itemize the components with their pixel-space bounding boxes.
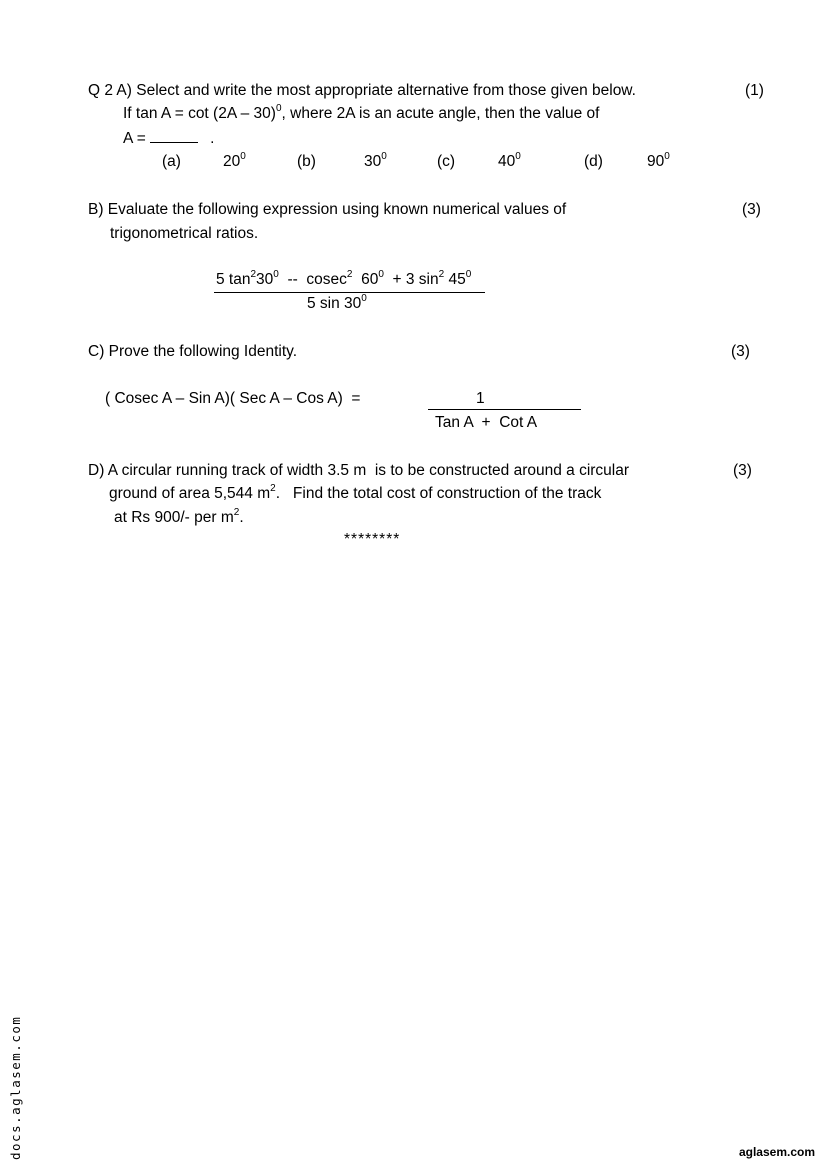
q2a-option-d-value: [647, 152, 670, 172]
q2a-option-a-value: [223, 152, 246, 172]
q2b-denominator: [307, 294, 367, 314]
q2b-numerator: [216, 270, 471, 290]
q2b-instruction-cont: trigonometrical ratios.: [110, 225, 259, 242]
q2b-num-sup6: 0: [465, 268, 472, 280]
q2a-question-pre: If tan A = cot (2A – 30): [123, 105, 276, 122]
q2a-option-d-sup: 0: [664, 150, 670, 162]
q2b-num-sup1: 2: [250, 268, 257, 280]
q2d-line3-pre: at Rs 900/- per m: [114, 509, 234, 526]
q2c-lhs: ( Cosec A – Sin A)( Sec A – Cos A) =: [105, 390, 361, 407]
q2a-option-a-number: 20: [223, 153, 241, 170]
q2d-question-end: [114, 508, 244, 528]
q2a-option-b-sup: 0: [381, 150, 387, 162]
q2a-option-b-number: 30: [364, 153, 382, 170]
q2a-option-b-label: (b): [297, 153, 316, 170]
q2a-option-c-value: [498, 152, 521, 172]
q2d-question: D) A circular running track of width 3.5 m is to be constructed around a circular: [88, 462, 630, 479]
q2a-option-d-number: 90: [647, 153, 665, 170]
q2a-instruction: Q 2 A) Select and write the most appropriate alternative from those given below.: [88, 82, 636, 99]
q2d-line2-pre: ground of area 5,544 m: [109, 485, 271, 502]
q2a-question: [123, 104, 600, 124]
q2a-option-c-sup: 0: [515, 150, 521, 162]
q2b-num-sup5: 2: [438, 268, 445, 280]
q2a-option-a-label: (a): [162, 153, 181, 170]
q2b-num-sup3: 2: [346, 268, 353, 280]
q2d-line3-post: .: [239, 509, 244, 526]
q2b-den-sup1: 0: [361, 292, 367, 304]
q2d-question-cont: [109, 484, 601, 504]
q2c-fraction-bar: [428, 409, 581, 410]
q2a-marks: (1): [745, 82, 764, 99]
q2a-answer-label: A =: [123, 130, 151, 147]
q2a-option-c-number: 40: [498, 153, 516, 170]
end-marker: ********: [344, 531, 401, 548]
q2c-numerator: 1: [476, 390, 485, 407]
q2a-option-d-label: (d): [584, 153, 603, 170]
q2b-num-part2: 30: [256, 271, 274, 288]
q2b-num-part5: + 3 sin: [383, 271, 439, 288]
q2b-fraction-bar: [214, 292, 485, 293]
q2b-num-part4: 60: [352, 271, 379, 288]
q2c-denominator: Tan A + Cot A: [435, 414, 538, 431]
q2c-instruction: C) Prove the following Identity.: [88, 343, 298, 360]
q2a-answer-period: .: [210, 130, 215, 147]
q2d-line2-sup: 2: [270, 482, 276, 494]
q2a-answer-line: [123, 128, 214, 149]
q2b-num-part6: 45: [444, 271, 466, 288]
q2a-question-sup: 0: [275, 102, 282, 114]
q2c-marks: (3): [731, 343, 750, 360]
q2b-num-part1: 5 tan: [216, 271, 251, 288]
q2b-num-part3: -- cosec: [278, 271, 347, 288]
q2d-line2-post: . Find the total cost of construction of the track: [275, 485, 602, 502]
footer-watermark: aglasem.com: [738, 1145, 815, 1159]
q2b-marks: (3): [742, 201, 761, 218]
q2a-option-b-value: [364, 152, 387, 172]
q2b-den-part1: 5 sin 30: [307, 295, 362, 312]
q2a-option-c-label: (c): [437, 153, 456, 170]
q2d-marks: (3): [733, 462, 752, 479]
q2b-num-sup4: 0: [378, 268, 384, 280]
q2a-question-post: , where 2A is an acute angle, then the value of: [281, 105, 600, 122]
q2b-num-sup2: 0: [273, 268, 279, 280]
q2a-answer-blank: [150, 128, 198, 143]
q2d-line3-sup: 2: [233, 506, 240, 518]
q2a-option-a-sup: 0: [240, 150, 246, 162]
side-watermark: docs.aglasem.com: [8, 1015, 23, 1160]
q2b-instruction: B) Evaluate the following expression using known numerical values of: [88, 201, 567, 218]
